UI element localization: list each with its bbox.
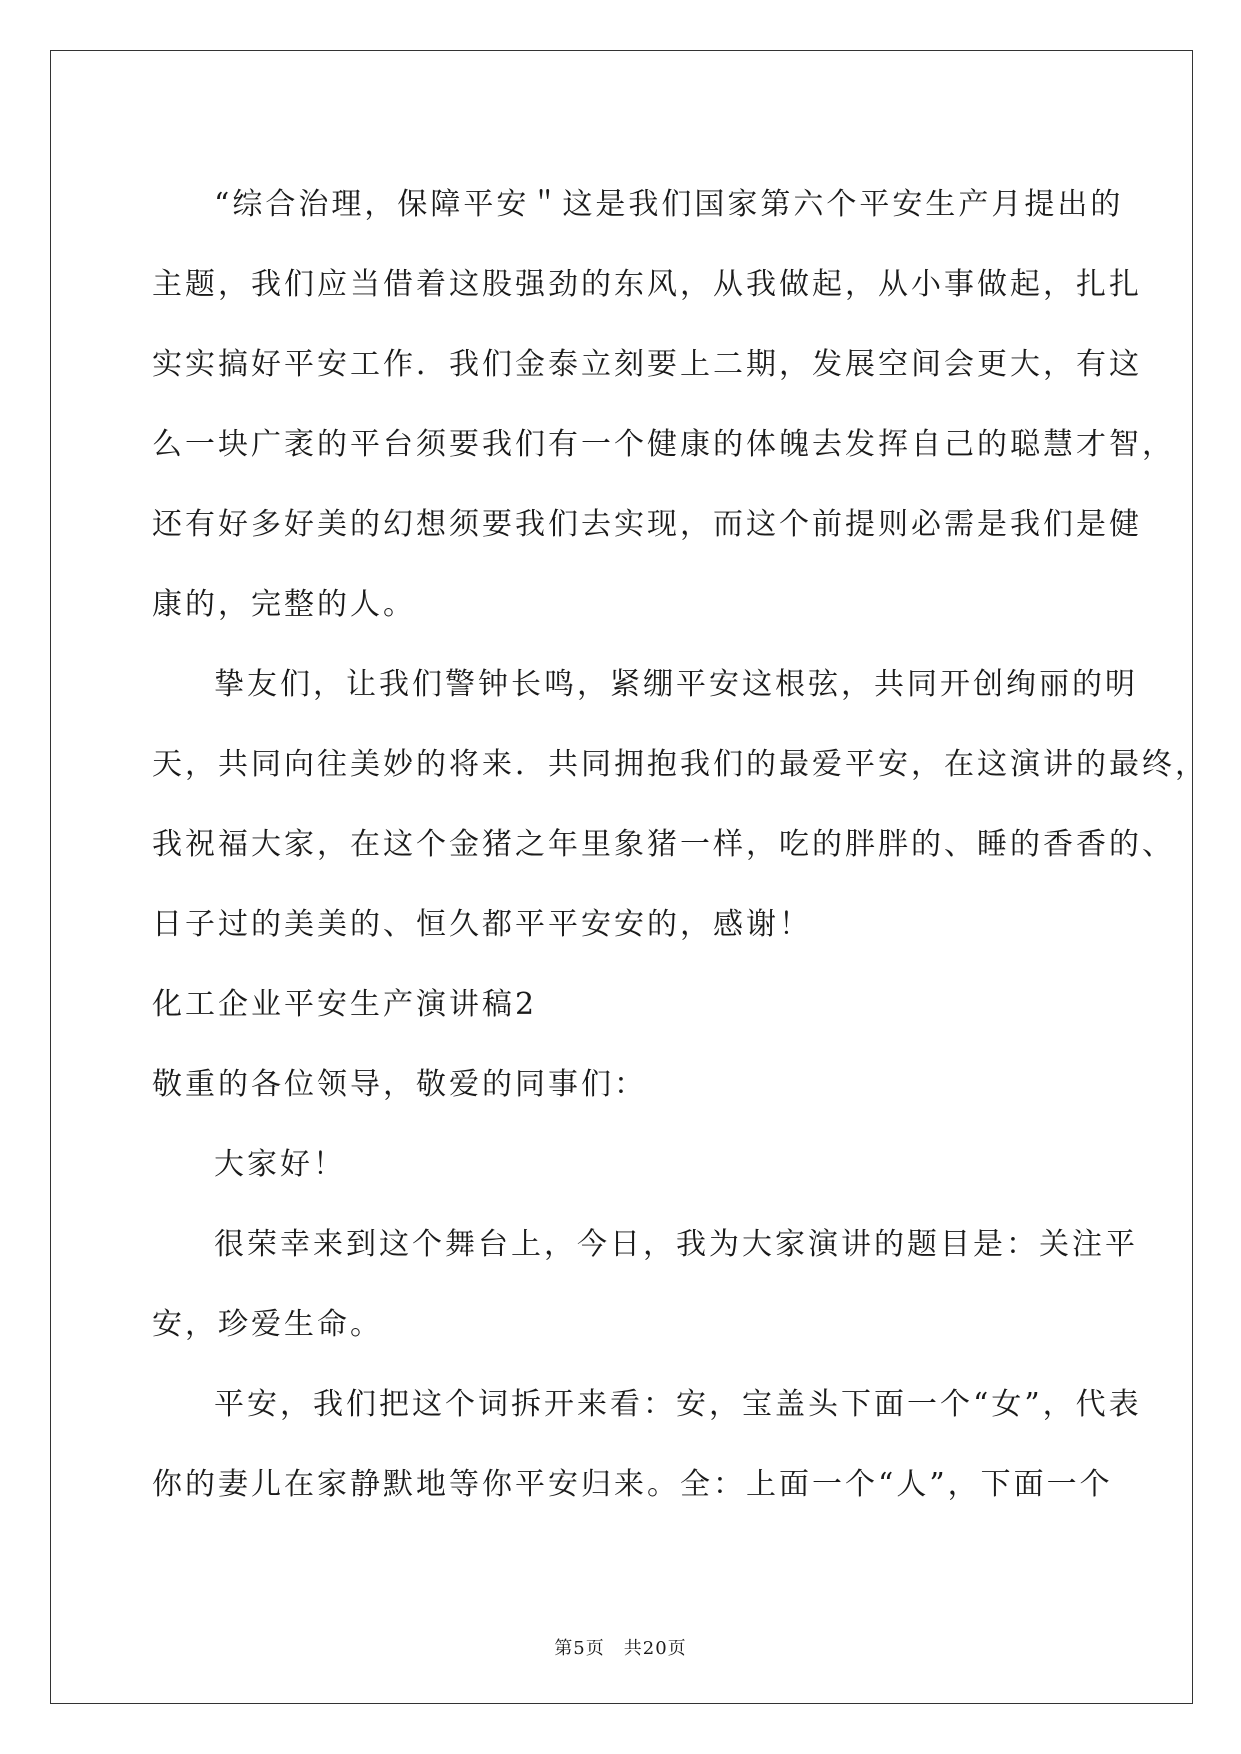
text-line: 康的，完整的人。 — [152, 587, 416, 622]
text-line: 我祝福大家，在这个金猪之年里象猪一样，吃的胖胖的、睡的香香的、 — [152, 827, 1175, 862]
text-line: 实实搞好平安工作．我们金泰立刻要上二期，发展空间会更大，有这 — [152, 347, 1142, 382]
section-heading — [152, 965, 1092, 1045]
text-line: 安，珍爱生命。 — [152, 1307, 383, 1342]
paragraph-2 — [152, 645, 1208, 965]
text-line: 么一块广袤的平台须要我们有一个健康的体魄去发挥自己的聪慧才智， — [152, 427, 1175, 462]
paragraph-1 — [152, 165, 1175, 645]
text-line: 你的妻儿在家静默地等你平安归来。全：上面一个“人”，下面一个 — [152, 1467, 1113, 1502]
greeting-text: 大家好！ — [214, 1147, 346, 1182]
text-line: 天，共同向往美妙的将来．共同拥抱我们的最爱平安，在这演讲的最终， — [152, 747, 1208, 782]
text-line: 日子过的美美的、恒久都平平安安的，感谢！ — [152, 907, 812, 942]
paragraph-3 — [152, 1205, 1138, 1365]
page-number-footer: 第5页 共20页 — [554, 1638, 687, 1659]
paragraph-4 — [152, 1365, 1142, 1525]
salutation — [152, 1045, 1092, 1125]
text-line: 平安，我们把这个词拆开来看：安，宝盖头下面一个“女”，代表 — [214, 1387, 1142, 1422]
text-line: 很荣幸来到这个舞台上，今日，我为大家演讲的题目是：关注平 — [214, 1227, 1138, 1262]
text-line: 主题，我们应当借着这股强劲的东风，从我做起，从小事做起，扎扎 — [152, 267, 1142, 302]
document-body — [152, 165, 1208, 1525]
greeting — [152, 1125, 1092, 1205]
text-line: 挚友们，让我们警钟长鸣，紧绷平安这根弦，共同开创绚丽的明 — [214, 667, 1138, 702]
text-line: “综合治理，保障平安＂这是我们国家第六个平安生产月提出的 — [214, 187, 1124, 222]
salutation-text: 敬重的各位领导，敬爱的同事们： — [152, 1067, 647, 1102]
text-line: 还有好多好美的幻想须要我们去实现，而这个前提则必需是我们是健 — [152, 507, 1142, 542]
heading-text: 化工企业平安生产演讲稿2 — [152, 987, 538, 1022]
